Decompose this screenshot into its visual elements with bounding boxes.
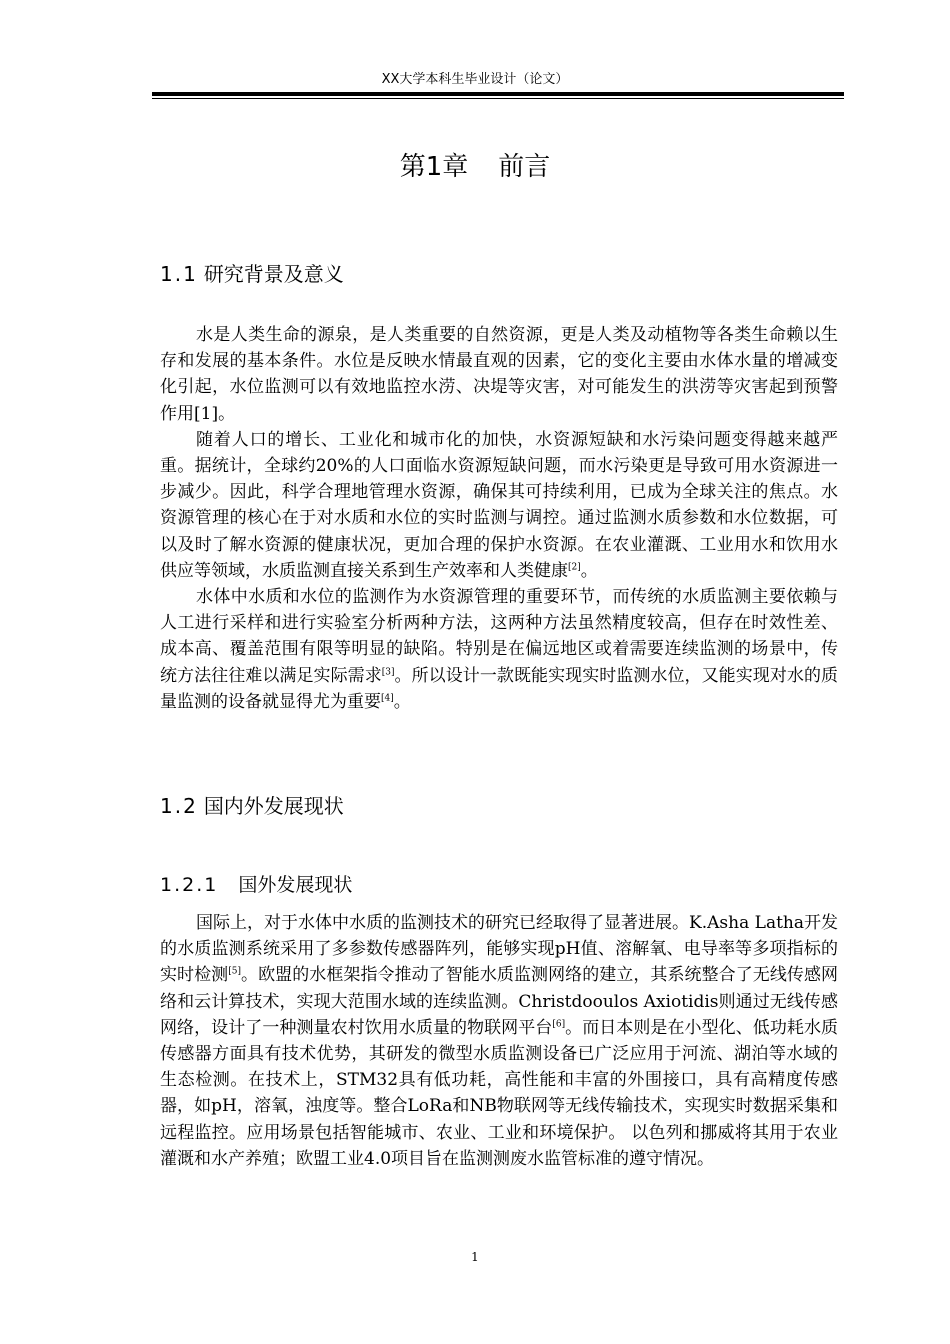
section-title: 国内外发展现状	[203, 794, 344, 818]
citation: [2]	[568, 562, 581, 573]
chapter-title: 前言	[498, 152, 551, 182]
section-number: 1.1	[160, 262, 198, 286]
paragraph: 水是人类生命的源泉，是人类重要的自然资源，更是人类及动植物等各类生命赖以生存和发展的基本条件。水位是反映水情最直观的因素，它的变化主要由水体水量的增减变化引起，水位监测可以有效地监控水涝、决堤等灾害，对可能发生的洪涝等灾害起到预警作用[1]。	[160, 325, 838, 424]
chapter-heading	[0, 146, 950, 183]
header-rule-thick	[152, 92, 844, 96]
section-1-1-body	[160, 322, 838, 715]
page-number: 1	[471, 1250, 479, 1264]
header-rule-thin	[152, 98, 844, 99]
section-title: 研究背景及意义	[203, 262, 344, 286]
subsection-heading-1-2-1	[160, 870, 352, 897]
subsection-number: 1.2.1	[160, 874, 219, 896]
section-heading-1-2	[160, 790, 344, 819]
running-header: XX大学本科生毕业设计（论文）	[381, 72, 569, 87]
paragraph: 随着人口的增长、工业化和城市化的加快，水资源短缺和水污染问题变得越来越严重。据统计，全球约20%的人口面临水资源短缺问题，而水污染更是导致可用水资源进一步减少。因此，科学合理地管理水资源，确保其可持续利用，已成为全球关注的焦点。水资源管理的核心在于对水质和水位的实时监测与调控。通过监测水质参数和水位数据，可以及时了解水资源的健康状况，更加合理的保护水资源。在农业灌溉、工业用水和饮用水供应等领域，水质监测直接关系到生产效率和人类健康[2]。	[160, 429, 838, 581]
citation: [3]	[381, 666, 395, 677]
citation: [5]	[228, 966, 241, 977]
section-number: 1.2	[160, 794, 198, 818]
section-heading-1-1	[160, 258, 344, 287]
paragraph: 国际上，对于水体中水质的监测技术的研究已经取得了显著进展。K.Asha Latha开发的水质监测系统采用了多参数传感器阵列，能够实现pH值、溶解氧、电导率等多项指标的实时检测[5]。欧盟的水框架指令推动了智能水质监测网络的建立，其系统整合了无线传感网络和云计算技术，实现大范围水域的连续监测。Christdooulos Axiotidis则通过无线传感网络，设计了一种测量农村饮用水质量的物联网平台[6]。而日本则是在小型化、低功耗水质传感器方面具有技术优势，其研发的微型水质监测设备已广泛应用于河流、湖泊等水域的生态检测。在技术上，STM32具有低功耗，高性能和丰富的外围接口，具有高精度传感器，如pH，溶氧，浊度等。整合LoRa和NB物联网等无线传输技术，实现实时数据采集和远程监控。应用场景包括智能城市、农业、工业和环境保护。 以色列和挪威将其用于农业灌溉和水产养殖；欧盟工业4.0项目旨在监测测废水监管标准的遵守情况。	[160, 913, 839, 1169]
section-1-2-1-body	[160, 910, 838, 1172]
subsection-title: 国外发展现状	[238, 874, 353, 896]
chapter-number: 第1章	[399, 152, 469, 182]
paragraph: 水体中水质和水位的监测作为水资源管理的重要环节，而传统的水质监测主要依赖与人工进行采样和进行实验室分析两种方法，这两种方法虽然精度较高，但存在时效性差、成本高、覆盖范围有限等明显的缺陷。特别是在偏远地区或着需要连续监测的场景中，传统方法往往难以满足实际需求[3]。所以设计一款既能实现实时监测水位，又能实现对水的质量监测的设备就显得尤为重要[4]。	[160, 587, 838, 712]
citation: [6]	[552, 1019, 566, 1030]
citation: [4]	[381, 693, 394, 704]
